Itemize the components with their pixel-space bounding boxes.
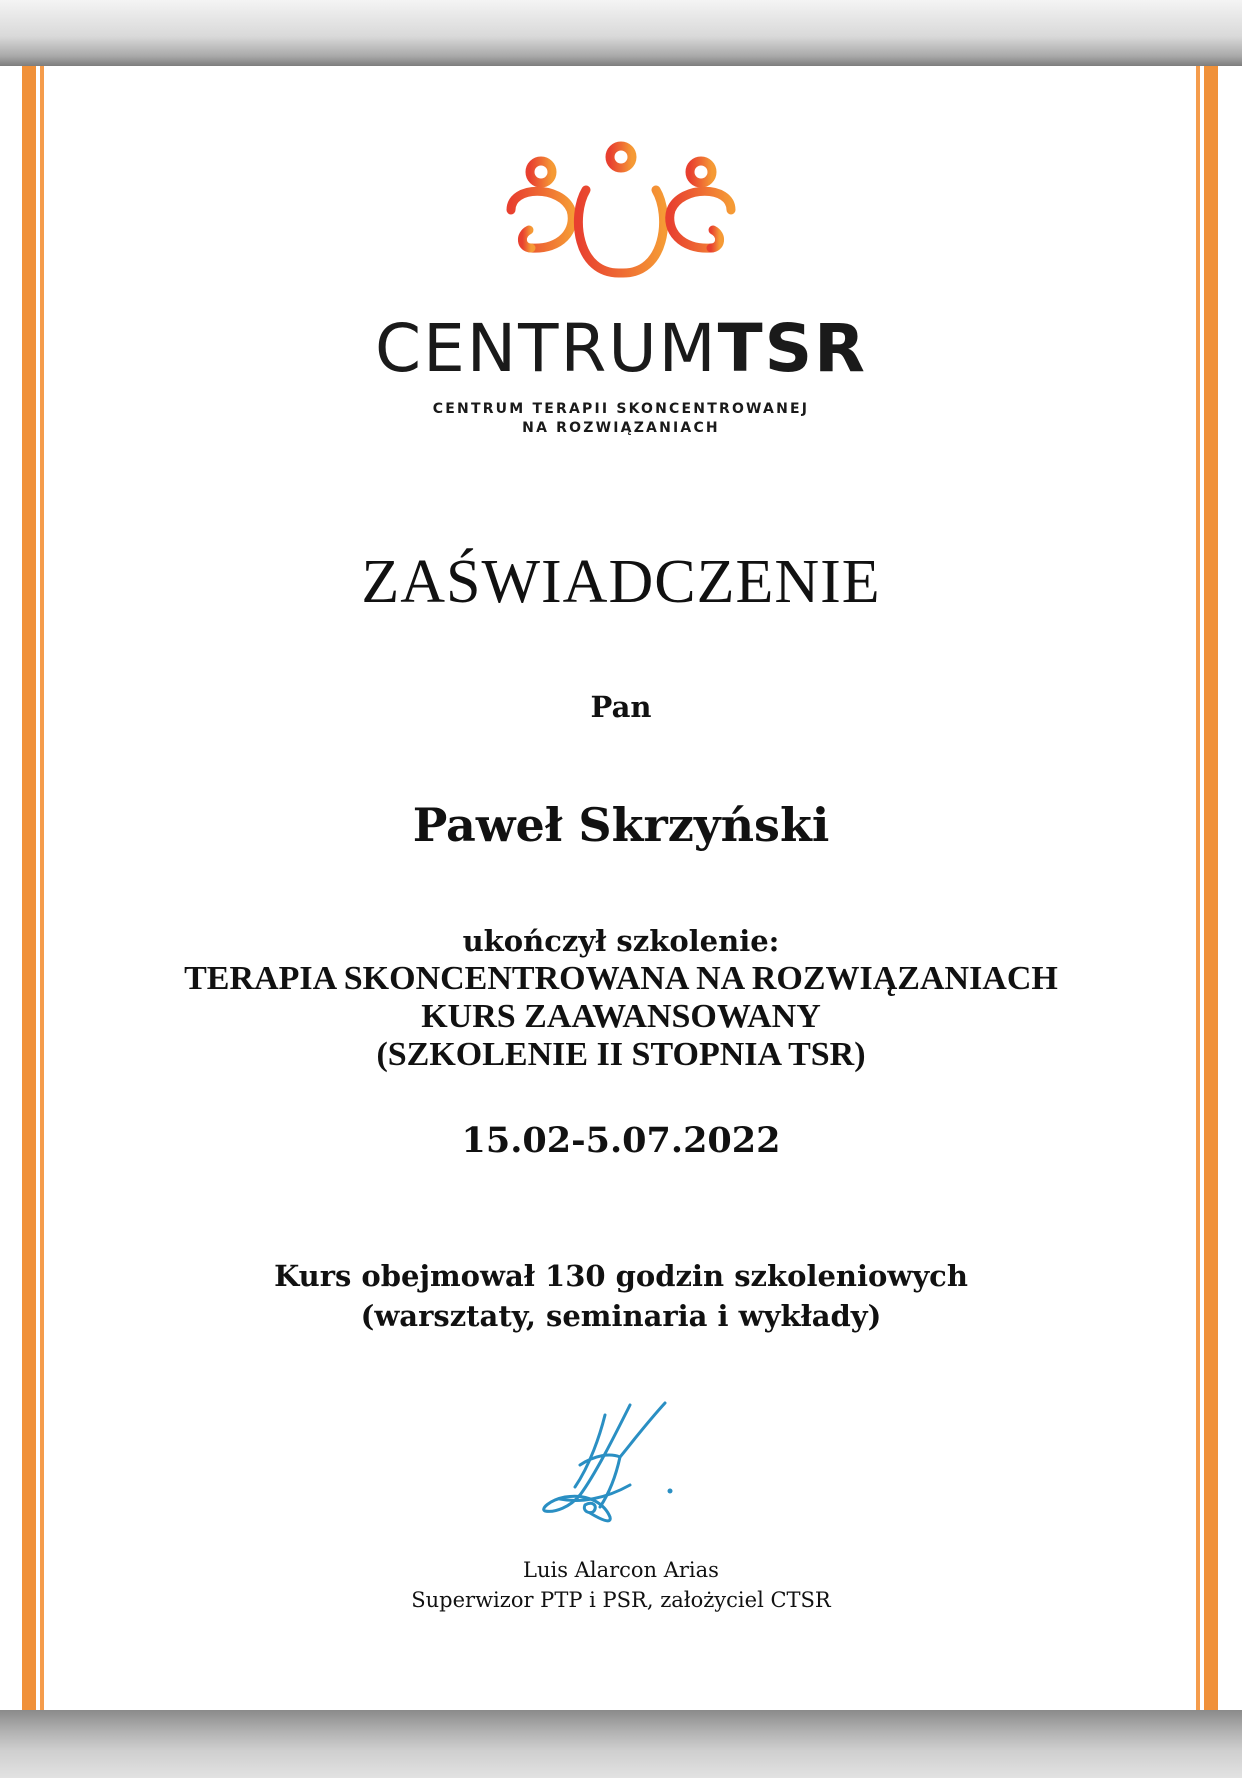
bottom-border-bar	[0, 1710, 1242, 1778]
hours-line-1: Kurs obejmował 130 godzin szkoleniowych	[274, 1259, 968, 1293]
brand-subtitle-line-2: NA ROZWIĄZANIACH	[522, 420, 720, 436]
course-dates: 15.02-5.07.2022	[461, 1120, 781, 1161]
course-line-2: KURS ZAAWANSOWANY	[421, 998, 821, 1035]
brand-name-bold: TSR	[717, 310, 867, 387]
signature	[520, 1395, 720, 1535]
course-hours	[60, 1256, 1182, 1336]
brand-name	[0, 310, 1242, 387]
course-line-3: (SZKOLENIE II STOPNIA TSR)	[376, 1036, 866, 1073]
certificate-title: ZAŚWIADCZENIE	[361, 548, 881, 616]
recipient-name: Paweł Skrzyński	[412, 798, 830, 852]
top-border-bar	[0, 0, 1242, 66]
signer-role: Superwizor PTP i PSR, założyciel CTSR	[411, 1588, 831, 1612]
three-people-icon	[501, 140, 741, 290]
course-line-1: TERAPIA SKONCENTROWANA NA ROZWIĄZANIACH	[184, 960, 1058, 997]
salutation: Pan	[590, 690, 652, 724]
brand-name-light: CENTRUM	[375, 310, 718, 387]
signer-name: Luis Alarcon Arias	[523, 1558, 719, 1582]
hours-line-2: (warsztaty, seminaria i wykłady)	[360, 1299, 882, 1333]
brand-subtitle	[0, 400, 1242, 438]
course-name	[60, 960, 1182, 1074]
logo	[0, 140, 1242, 438]
completed-text: ukończył szkolenie:	[462, 924, 780, 958]
brand-subtitle-line-1: CENTRUM TERAPII SKONCENTROWANEJ	[432, 401, 810, 417]
